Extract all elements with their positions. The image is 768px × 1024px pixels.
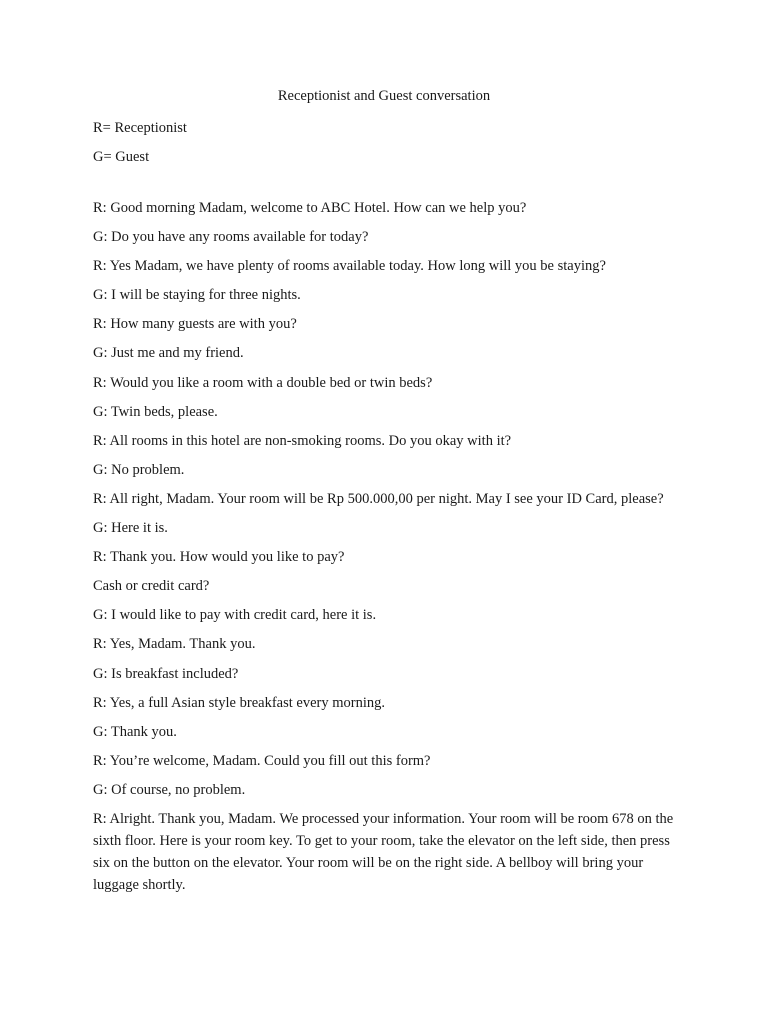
- legend-guest: G= Guest: [93, 149, 150, 165]
- conversation: [93, 197, 683, 903]
- document-title: Receptionist and Guest conversation: [277, 88, 491, 104]
- dialogue-line: G: Do you have any rooms available for today?: [93, 229, 369, 246]
- dialogue-line: G: Just me and my friend.: [93, 345, 244, 362]
- dialogue-line: R: All right, Madam. Your room will be Rp 500.000,00 per night. May I see your ID Card, please?: [93, 490, 664, 507]
- dialogue-line: Cash or credit card?: [93, 578, 210, 595]
- dialogue-line: G: Here it is.: [93, 520, 168, 537]
- dialogue-line: G: Thank you.: [93, 723, 177, 740]
- speaker-legend: [93, 114, 187, 172]
- dialogue-line: R: You’re welcome, Madam. Could you fill out this form?: [93, 752, 431, 769]
- dialogue-line: R: Alright. Thank you, Madam. We processed your information. Your room will be room 678 on the sixth floor. Here is your room key. To get to your room, take the elevator on the left side, then press six on the button on the elevator. Your room will be on the right side. A bellboy will bring your luggage shortly.: [93, 810, 674, 893]
- dialogue-line: R: Thank you. How would you like to pay?: [93, 549, 345, 566]
- dialogue-line: R: Would you like a room with a double bed or twin beds?: [93, 374, 433, 391]
- dialogue-line: R: Yes Madam, we have plenty of rooms available today. How long will you be staying?: [93, 258, 606, 275]
- dialogue-line: G: I will be staying for three nights.: [93, 287, 301, 304]
- dialogue-line: R: How many guests are with you?: [93, 316, 297, 333]
- dialogue-line: R: Yes, Madam. Thank you.: [93, 636, 256, 653]
- dialogue-line: R: All rooms in this hotel are non-smoking rooms. Do you okay with it?: [93, 432, 512, 449]
- dialogue-line: G: Of course, no problem.: [93, 781, 246, 798]
- legend-receptionist: R= Receptionist: [93, 120, 187, 136]
- dialogue-line: G: Twin beds, please.: [93, 403, 218, 420]
- dialogue-line: G: No problem.: [93, 461, 185, 478]
- dialogue-line: R: Good morning Madam, welcome to ABC Hotel. How can we help you?: [93, 200, 527, 216]
- dialogue-line: R: Yes, a full Asian style breakfast every morning.: [93, 694, 385, 711]
- dialogue-line: G: I would like to pay with credit card, here it is.: [93, 607, 377, 624]
- dialogue-line: G: Is breakfast included?: [93, 665, 239, 682]
